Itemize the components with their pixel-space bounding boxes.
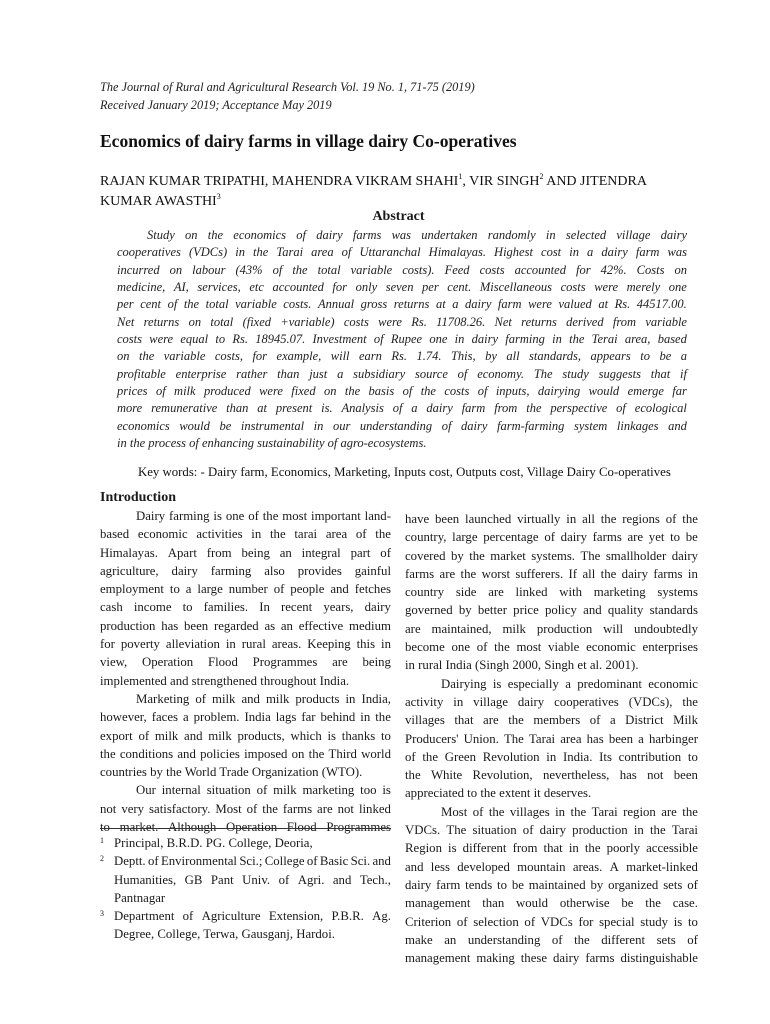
footnote-divider [100, 828, 391, 829]
left-column-text [100, 507, 391, 836]
author-names-part3: AND JITENDRA [543, 174, 647, 189]
abstract-line: more remunerative than at present is. Analysis of a dairy farm from the perspective of ecological [117, 401, 687, 416]
left-column-line: not very satisfactory. Most of the farms are not linked [100, 801, 391, 816]
right-column-line: Dairying is especially a predominant economic [441, 676, 698, 691]
introduction-heading: Introduction [100, 490, 176, 505]
footnote-line: Department of Agriculture Extension, P.B.R. Ag. [114, 909, 391, 924]
abstract-line: incurred on labour (43% of the total variable costs). Feed costs accounted for 42%. Costs on [117, 262, 687, 277]
left-column-line: countries by the World Trade Organization (WTO). [100, 765, 363, 780]
left-column-line: employment to a large number of people and fetches [100, 582, 391, 597]
author-list [100, 172, 710, 212]
abstract-heading: Abstract [372, 209, 425, 224]
right-column-line: dairy farm tends to be maintained by organized sets of [405, 877, 698, 892]
abstract-line: cooperatives (VDCs) in the Tarai area of Uttaranchal Himalayas. Highest cost in a dairy farm was [117, 245, 687, 260]
right-column-line: management making these dairy farms distinguishable [405, 951, 698, 966]
right-column-text [405, 510, 698, 967]
right-column-line: are maintained, milk production will undoubtedly [405, 621, 698, 636]
right-column-line: farms are the worst sufferers. If all the dairy farms in [405, 566, 698, 581]
left-column-line: to market. Although Operation Flood Programmes [100, 820, 391, 835]
affiliation-mark-1: 1 [458, 172, 463, 181]
footnote-line: Deptt. of Environmental Sci.; College of Basic Sci. and [114, 854, 391, 869]
right-column-line: of the Green Revolution in India. Its contribution to [405, 749, 698, 764]
left-column-line: Marketing of milk and milk products in India, [136, 691, 391, 706]
right-column-line: and less developed mountain areas. A market-linked [405, 859, 698, 874]
left-column-line: based economic activities in the tarai area of the [100, 527, 391, 542]
abstract-line: Net returns on total (fixed +variable) costs were Rs. 11708.26. Net returns derived from variable [117, 314, 687, 329]
left-column-line: agriculture, dairy farming also provides gainful [100, 563, 391, 578]
abstract-line: on the variable costs, for example, will earn Rs. 1.74. This, by all standards, appears to be a [117, 349, 687, 364]
right-column-line: become one of the most viable economic enterprises [405, 640, 698, 655]
right-column-line: Most of the villages in the Tarai region are the [441, 804, 698, 819]
right-column-line: covered by the market systems. The smallholder dairy [405, 548, 698, 563]
author-names-part2: , VIR SINGH [462, 174, 540, 189]
abstract-body [117, 227, 687, 452]
footnote-line: Pantnagar [114, 890, 166, 905]
abstract-line: medicine, AI, services, etc accounted for only seven per cent. Miscellaneous costs were merely one [117, 280, 687, 295]
right-column-line: Region is different from that in the poorly accessible [405, 841, 698, 856]
abstract-line: Study on the economics of dairy farms was undertaken randomly in selected village dairy [147, 228, 687, 242]
author-names-part1: RAJAN KUMAR TRIPATHI, MAHENDRA VIKRAM SHAHI [100, 174, 459, 189]
right-column-line: villages that are the members of a District Milk [405, 713, 698, 728]
right-column-line: have been launched virtually in all the regions of the [405, 512, 698, 526]
right-column-line: management than would otherwise be the case. [405, 896, 698, 911]
abstract-line: costs were equal to Rs. 18945.07. Investment of Rupee one in dairy farming in the Terai area, based [117, 332, 687, 347]
right-column-line: VDCs. The situation of dairy production in the Tarai [405, 823, 698, 838]
footnote-2 [100, 852, 391, 907]
affiliation-mark-2: 2 [539, 172, 544, 181]
affiliation-mark-3: 3 [216, 192, 221, 201]
left-column-line: export of milk and milk products, which is thanks to [100, 728, 391, 743]
left-column-line: Dairy farming is one of the most important land- [136, 509, 391, 523]
abstract-line: profitable enterprise rather than just a subsidiary source of economy. The study suggests that if [117, 366, 687, 381]
left-column-line: for poverty alleviation in rural areas. Keeping this in [100, 637, 391, 652]
left-column-line: the conditions and policies imposed on the Third world [100, 746, 391, 761]
left-column-line: cash income to families. In recent years, dairy [100, 600, 391, 615]
footnote-mark: 3 [100, 909, 104, 919]
left-column-line: however, faces a problem. India lags far behind in the [100, 710, 391, 725]
right-column-line: the White Revolution, nevertheless, has not been [405, 768, 698, 783]
journal-dates: Received January 2019; Acceptance May 2019 [100, 98, 332, 112]
left-column-line: production has been regarded as an effective medium [100, 618, 391, 633]
abstract-line: per cent of the total variable costs. Annual gross returns at a dairy farm were valued at Rs. 44517.00. [117, 297, 687, 312]
paper-title: Economics of dairy farms in village dairy Co-operatives [100, 131, 517, 151]
left-column-line: view, Operation Flood Programmes are being [100, 655, 391, 670]
footnote-mark: 1 [100, 836, 104, 845]
right-column-line: make an understanding of the different sets of [405, 932, 698, 947]
right-column-line: in rural India (Singh 2000, Singh et al. 2001). [405, 658, 639, 673]
journal-citation: The Journal of Rural and Agricultural Research Vol. 19 No. 1, 71-75 (2019) [100, 80, 475, 94]
right-column-line: activity in village dairy cooperatives (VDCs), the [405, 694, 698, 709]
footnote-line: Humanities, GB Pant Univ. of Agri. and Tech., [114, 872, 391, 887]
footnote-line: Principal, B.R.D. PG. College, Deoria, [114, 836, 313, 850]
left-column-line: Himalayas. Apart from being an integral part of [100, 545, 391, 560]
right-column-line: appreciated to the extent it deserves. [405, 786, 592, 801]
footnote-1 [100, 834, 391, 852]
right-column-line: country, large percentage of dairy farms are yet to be [405, 530, 698, 545]
footnote-3 [100, 907, 391, 944]
right-column-line: Criterion of selection of VDCs for special study is to [405, 914, 698, 929]
footnote-line: Degree, College, Terwa, Gausganj, Hardoi. [114, 927, 335, 942]
footnote-mark: 2 [100, 854, 104, 864]
left-column-line: implemented and strengthened throughout India. [100, 673, 350, 688]
abstract-line: prices of milk produced were fixed on the basis of the costs of inputs, dairying would emerge far [117, 384, 687, 399]
abstract-line: in the process of enhancing sustainability of agro-ecosystems. [117, 436, 427, 451]
right-column-line: Producers' Union. The Tarai area has been a harbinger [405, 731, 698, 746]
left-column-line: Our internal situation of milk marketing too is [136, 783, 391, 798]
footnotes [100, 834, 391, 944]
right-column-line: country side are linked with marketing systems [405, 585, 698, 600]
author-names-part4: KUMAR AWASTHI [100, 194, 217, 209]
journal-header [100, 78, 700, 114]
right-column-line: governed by better price policy and quality standards [405, 603, 698, 618]
abstract-line: economics would be instrumental in our understanding of dairy farm-farming system linkages and [117, 418, 687, 433]
keywords: Key words: - Dairy farm, Economics, Marketing, Inputs cost, Outputs cost, Village Dairy Co-operatives [138, 465, 671, 479]
